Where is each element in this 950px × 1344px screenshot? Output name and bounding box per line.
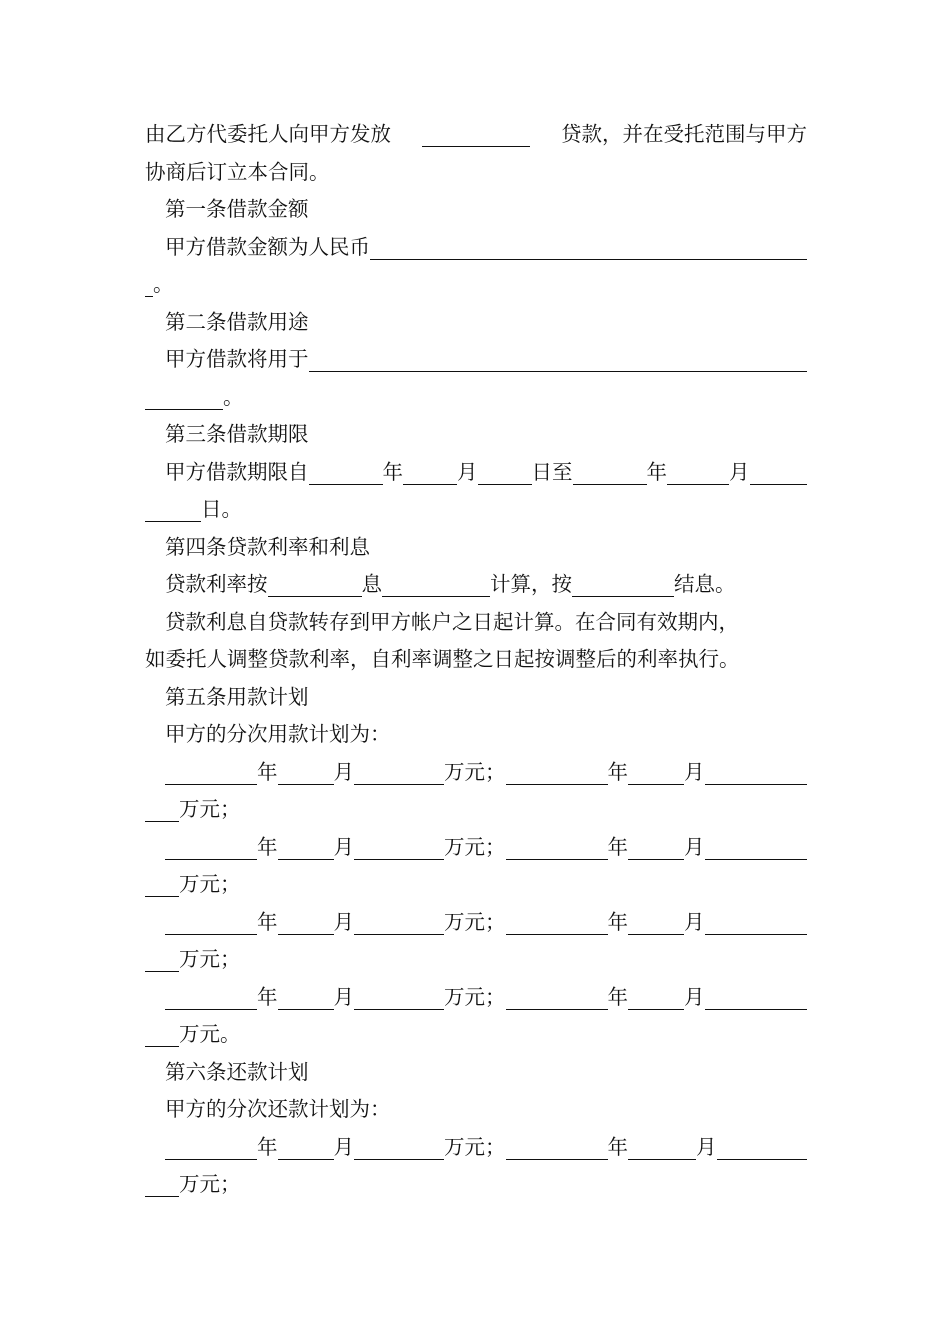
year-blank [165,989,257,1010]
year-blank [506,1139,608,1160]
amount-blank [354,1139,444,1160]
end-day-blank-cont [145,501,201,522]
purpose-blank-cont [145,389,223,410]
text: 万元； [444,1134,506,1159]
text: 甲方借款期限自 [165,459,309,484]
article-4-heading [145,529,807,567]
start-year-blank [309,464,383,485]
repayment-plan-row-cont [145,1166,807,1204]
text: 年 [607,1134,628,1159]
text: 贷款利率按 [165,572,268,596]
year-blank [506,914,608,935]
text: 年 [607,984,628,1009]
text: 年 [607,834,628,859]
article-2-body-cont [145,379,807,417]
text: 万元； [179,797,241,821]
article-6-heading [145,1054,807,1092]
text: 甲方的分次用款计划为： [165,722,391,746]
month-blank [278,764,334,785]
end-month-blank [667,464,729,485]
start-month-blank [403,464,457,485]
usage-plan-row-cont [145,791,807,829]
article-4-body [145,566,807,604]
article-1-body-cont [145,266,807,304]
usage-plan-row [145,979,807,1017]
text: 如委托人调整贷款利率，自利率调整之日起按调整后的利率执行。 [145,647,740,671]
heading-text: 第三条借款期限 [165,422,309,446]
text: 日至 [531,459,573,484]
article-3-body [145,454,807,492]
end-day-blank [750,464,808,485]
amount-blank [354,989,444,1010]
amount-blank [705,839,808,860]
calc-blank [382,576,490,597]
article-4-p2-line2 [145,641,807,679]
month-blank [278,914,334,935]
text: 甲方的分次还款计划为： [165,1097,391,1121]
usage-plan-row-cont [145,941,807,979]
purpose-blank [309,351,808,372]
loan-type-blank [422,126,530,147]
month-blank [628,1139,696,1160]
amount-blank-cont [145,1026,179,1047]
text: 年 [257,984,278,1009]
text: 年 [257,834,278,859]
text: 由乙方代委托人向甲方发放 [145,122,391,146]
year-blank [165,764,257,785]
usage-plan-row [145,754,807,792]
usage-plan-row [145,904,807,942]
text: 月 [684,909,705,934]
amount-blank-cont [145,801,179,822]
text: 万元； [444,834,506,859]
year-blank [506,989,608,1010]
text: 月 [684,759,705,784]
text: 息 [361,572,382,596]
article-3-heading [145,416,807,454]
settle-blank [572,576,674,597]
text: 。 [223,384,244,409]
text: 年 [257,909,278,934]
month-blank [278,1139,334,1160]
month-blank [628,764,684,785]
text: 结息。 [674,572,736,596]
text: 年 [607,909,628,934]
contract-body [145,116,807,1204]
article-6-intro [145,1091,807,1129]
text: 年 [607,759,628,784]
text: 月 [457,459,478,484]
text: 月 [696,1134,717,1159]
article-2-body [145,341,807,379]
text: 甲方借款将用于 [165,347,309,371]
text: 甲方借款金额为人民币 [165,234,370,259]
text: 月 [729,459,750,484]
article-1-body [145,229,807,267]
usage-plan-row-cont [145,866,807,904]
text: 年 [382,459,403,484]
repayment-plan-row [145,1129,807,1167]
text: 日。 [201,497,242,521]
amount-blank [370,239,807,260]
paragraph-intro-line1 [145,116,807,154]
amount-blank [705,989,808,1010]
month-blank [628,839,684,860]
amount-blank [354,914,444,935]
text: 计算，按 [490,572,572,596]
heading-text: 第一条借款金额 [165,197,309,221]
year-blank [165,1139,257,1160]
month-blank [278,989,334,1010]
heading-text: 第二条借款用途 [165,309,309,334]
text: 贷款，并在受托范围与甲方 [561,122,807,146]
text: 月 [684,984,705,1009]
text: 月 [333,1134,354,1159]
text: 协商后订立本合同。 [145,159,330,184]
text: 月 [684,834,705,859]
article-1-heading [145,191,807,229]
month-blank [628,914,684,935]
heading-text: 第五条用款计划 [165,684,309,709]
start-day-blank [478,464,532,485]
text: 万元。 [179,1022,241,1046]
article-5-heading [145,679,807,717]
text: 万元； [444,759,506,784]
text: 万元； [179,947,241,971]
rate-blank [268,576,362,597]
usage-plan-row [145,829,807,867]
text: 年 [646,459,667,484]
text: 年 [257,759,278,784]
paragraph-intro-line2 [145,154,807,192]
amount-blank [705,764,808,785]
article-2-heading [145,304,807,342]
amount-blank-cont [145,876,179,897]
article-3-body-cont [145,491,807,529]
article-5-intro [145,716,807,754]
text: 万元； [444,984,506,1009]
month-blank [278,839,334,860]
end-year-blank [573,464,647,485]
amount-blank [717,1139,808,1160]
text: 月 [333,909,354,934]
heading-text: 第四条贷款利率和利息 [165,534,370,559]
article-4-p2-line1 [145,604,807,642]
text: 月 [333,834,354,859]
amount-blank-cont [145,951,179,972]
text: 月 [333,984,354,1009]
text: 月 [333,759,354,784]
amount-blank [354,764,444,785]
amount-blank [354,839,444,860]
month-blank [628,989,684,1010]
year-blank [165,914,257,935]
heading-text: 第六条还款计划 [165,1059,309,1084]
text: 贷款利息自贷款转存到甲方帐户之日起计算。在合同有效期内， [165,609,739,634]
year-blank [506,764,608,785]
amount-blank [705,914,808,935]
text: 。 [153,272,174,296]
amount-blank-cont [145,1176,179,1197]
usage-plan-row-cont [145,1016,807,1054]
year-blank [165,839,257,860]
amount-blank-cont [145,276,153,297]
text: 万元； [444,909,506,934]
text: 万元； [179,872,241,896]
text: 万元； [179,1172,241,1196]
year-blank [506,839,608,860]
text: 年 [257,1134,278,1159]
